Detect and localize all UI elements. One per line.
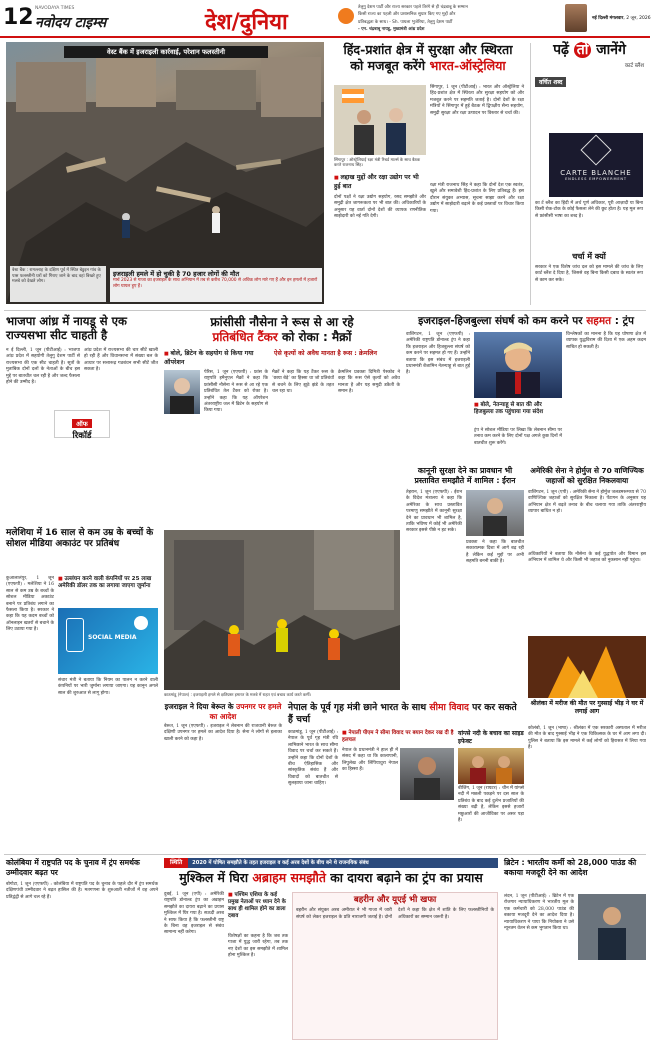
- bahrain-headline: बहरीन और यूएई भी खफा: [353, 895, 437, 905]
- rescue-illustration: [164, 530, 400, 690]
- promo-tag: वर्चित शब्द: [535, 77, 566, 87]
- indopacific-dateline: सिंगापुर, 1 जून (पीटीआई) : भारत और ऑस्ट्रेलिया ने हिंद-प्रशांत क्षेत्र में स्थिरता और सुरक्षा सहयोग को और मजबूत करने पर सहमति जताई है। दोनों देशों के रक्षा मंत्रियों ने सिंगापुर में हुई बैठक में द्विपक्षीय सैन्य सहयोग, समुद्री सुरक्षा और रक्षा उत्पादन पर विस्तार से चर्चा की।: [430, 85, 524, 116]
- social-media-image: [58, 608, 158, 674]
- navy-headline-2: [164, 331, 400, 344]
- rajyasabha-body: न ई दिल्ली, 1 जून (पीटीआई) : भाजपा आंध्र प्रदेश में सहयोगी तेलुगु देशम पार्टी से राज्यसभा की एक सीट चाहती है। सूत्रों के मुताबिक दोनों दलों के नेताओं के बीच इस मुद्दे पर बातचीत चल रही है और जल्द फैसला होने की उम्मीद है।: [6, 348, 80, 386]
- westbank-strap-headline: इजराइली हमले में हो चुकी है 70 हजार लोगों की मौत: [113, 270, 240, 278]
- iran-headline: कानूनी सुरक्षा देने का प्रावधान भी प्रस्तावित समझौते में शामिल : ईरान: [414, 466, 516, 485]
- israel-body3: विश्लेषकों का मानना है कि यह घोषणा क्षेत्र में व्यापक युद्धविराम की दिशा में एक अहम कदम साबित हो सकती है।: [566, 332, 646, 350]
- navy-subhead-2: ऐसे कृत्यों को अवैध मानता है रूस : क्रेमलिन: [274, 350, 377, 357]
- abraham-headline-c: का दायरा बढ़ाने का ट्रंप का प्रयास: [325, 870, 483, 885]
- nepal-headline: [288, 702, 524, 725]
- abraham-subhead: ■ पश्चिम एशिया के कई प्रमुख नेताओं पर ध्यान देने के साथ ही शामिल होने का डाला दबाव: [228, 892, 288, 932]
- rajyasabha-body2: आंध्र प्रदेश में राज्यसभा की चार सीटें खाली हो रही हैं और विधानसभा में संख्या बल के आधार पर सत्तारूढ़ गठबंधन सभी सीटें जीत सकता है।: [84, 348, 158, 373]
- usjob-headline: अमेरिकी सेना ने होर्मुज से 70 वाणिज्यिक जहाजों को सुरक्षित निकलवाया: [530, 466, 644, 485]
- abraham-body: दुबई, 1 जून (एपी) : अमेरिकी राष्ट्रपति डोनाल्ड ट्रंप का अब्राहम समझौते का दायरा बढ़ाने का प्रयास मुश्किल में घिर गया है। सऊदी अरब ने साफ किया है कि फलस्तीनी राष्ट्र के बिना वह इजराइल से संबंध सामान्य नहीं करेगा।: [164, 892, 224, 936]
- promo-body: का र्ट ब्लैंश का हिंदी में अर्थ पूर्ण अधिकार, पूरी आज़ादी या बिना किसी रोक-टोक के कोई फैसला लेने की छूट होता है। यह मूल रूप से फ्रांसीसी भाषा का शब्द है।: [535, 201, 643, 219]
- tibet-illustration: [458, 748, 524, 784]
- fire-illustration: [528, 636, 646, 698]
- trump-portrait: [474, 332, 562, 398]
- off-record-badge: [54, 410, 110, 441]
- malaysia-body: कुआलालंपुर, 1 जून (एएफपी) : मलेशिया ने 16 साल से कम उम्र के बच्चों के सोशल मीडिया अकाउंट बनाने पर प्रतिबंध लगाने का फैसला किया है। सरकार ने कहा कि यह कदम बच्चों को ऑनलाइन खतरों से बचाने के लिए उठाया गया है।: [6, 576, 54, 633]
- tibet-headline: यांग्त्से नदी के बचाव का साइड इफेक्ट: [458, 730, 524, 745]
- phone-icon: [66, 618, 84, 652]
- malaysia-headline: मलेशिया में 16 साल से कम उम्र के बच्चों के सोशल मीडिया अकाउंट पर प्रतिबंध: [6, 528, 154, 549]
- beirut-headline-a: इजराइल ने दिया बेरूत के: [164, 702, 237, 711]
- promo-box: [530, 43, 644, 305]
- israel-body2: ट्रंप ने सोशल मीडिया पर लिखा कि लेबनान सीमा पर तनाव कम करने के लिए दोनों पक्ष अगले कुछ दिनों में बातचीत शुरू करेंगे।: [474, 428, 562, 446]
- navy-body: पेरिस, 1 जून (एएफपी) : फ्रांस के राष्ट्रपति इमैनुएल मैक्रों ने कहा कि फ्रांसीसी नौसेना ने रूस से आ रहे एक प्रतिबंधित तेल टैंकर को रोका है। उन्होंने कहा कि यह ऑपरेशन अंतरराष्ट्रीय जल में ब्रिटेन के सहयोग से किया गया।: [204, 370, 268, 414]
- westbank-photo: [6, 42, 324, 304]
- uk-body: लंदन, 1 जून (पीटीआई) : ब्रिटेन में एक रोजगार न्यायाधिकरण ने भारतीय मूल के एक कर्मचारी को 28,000 पाउंड की बकाया मजदूरी देने का आदेश दिया है। न्यायाधिकरण ने पाया कि नियोक्ता ने उसे न्यूनतम वेतन से कम भुगतान किया था।: [504, 894, 574, 932]
- rajyasabha-story: [6, 314, 158, 524]
- ticker-photo: [565, 4, 587, 32]
- tibet-photo: [458, 748, 524, 784]
- navy-headline-2a: प्रतिबंधित टैंकर: [212, 329, 282, 344]
- ticker-line-2: किसी राज्य का पहली और प्रशासनिक सुधार किए गए मुद्दों और: [358, 12, 456, 18]
- usjob-body: वाशिंगटन, 1 जून (एपी) : अमेरिकी सेना ने होर्मुज जलडमरूमध्य से 70 वाणिज्यिक जहाजों को सुरक्षित निकाला है। पेंटागन के अनुसार यह अभियान क्षेत्र में बढ़ते तनाव के बीच चलाया गया ताकि अंतरराष्ट्रीय व्यापार बाधित न हो।: [528, 490, 646, 515]
- israel-headline-b: सहमत: [586, 315, 612, 327]
- promo-subtitle: कार्ट ब्लैंश: [624, 63, 644, 70]
- westbank-title-band: वेस्ट बैंक में इजराइली कार्रवाई, परेशान फलस्तीनी: [64, 46, 268, 58]
- off-record-top: ऑफ: [72, 419, 92, 428]
- divider-1: [4, 310, 646, 311]
- promo-image-icon: [580, 134, 611, 165]
- abraham-headline-b: अब्राहम समझौते: [252, 870, 326, 885]
- abraham-story: [164, 858, 498, 1040]
- nepal-subhead: ■ नेपाली पीएम ने सीमा विवाद पर बयान देकर रख दी है हलचल: [342, 730, 454, 746]
- date-day: मंगलवार: [609, 16, 624, 21]
- indopacific-body2: रक्षा मंत्री राजनाथ सिंह ने कहा कि दोनों देश एक स्वतंत्र, खुले और समावेशी हिंद-प्रशांत के लिए प्रतिबद्ध हैं। इस दौरान संयुक्त अभ्यास, सूचना साझा करने और रक्षा उद्योग में साझेदारी बढ़ाने के कई प्रस्तावों पर विचार किया गया।: [430, 183, 524, 214]
- iran-body2: प्रवक्ता ने कहा कि बातचीत सकारात्मक दिशा में आगे बढ़ रही है लेकिन कई मुद्दों पर अभी सहमति बननी बाकी है।: [466, 540, 524, 565]
- trump-photo: [474, 332, 562, 398]
- nepal-story: [288, 702, 524, 850]
- israel-story: [406, 316, 646, 466]
- beirut-headline: [164, 702, 282, 721]
- indopacific-headline-2a: को मजबूत करेंगे: [350, 57, 430, 73]
- uk-story: [504, 858, 646, 1040]
- malaysia-subhead: ■ उल्लंघन करने वाली कंपनियों पर 25 लाख अमेरिकी डॉलर तक का लगाया जाएगा जुर्माना: [58, 576, 158, 606]
- indopacific-headline-1: हिंद-प्रशांत क्षेत्र में सुरक्षा और स्थिरता: [343, 42, 513, 57]
- navy-body3: क्रेमलिन प्रवक्ता दिमित्री पेस्कोव ने कहा कि रूस ऐसे कृत्यों को अवैध मानता है और यह समुद्री डकैती के समान है।: [338, 370, 400, 395]
- promo-image: [549, 133, 643, 197]
- indopacific-body3: दोनों पक्षों ने रक्षा उद्योग सहयोग, रसद समझौते और समुद्री क्षेत्र जागरूकता पर भी बात की। अधिकारियों के अनुसार यह वार्ता दोनों देशों की व्यापक रणनीतिक साझेदारी को नई गति देगी।: [334, 195, 426, 220]
- macron-portrait: [164, 370, 200, 414]
- promo-image-sub: ENDLESS EMPOWERMENT: [565, 177, 627, 181]
- lanka-caption: श्रीलंका में मरीज की मौत पर गुस्साई भीड़ ने घर में लगाई आग: [530, 700, 644, 715]
- bahrain-body: बहरीन और संयुक्त अरब अमीरात ने भी गाजा में जारी संघर्ष को लेकर इजराइल के प्रति नाराजगी जताई है। दोनों देशों ने कहा कि क्षेत्र में शांति के लिए फलस्तीनियों के अधिकारों का सम्मान जरूरी है।: [296, 908, 494, 920]
- navy-headline-1: फ्रांसीसी नौसेना ने रूस से आ रहे: [210, 315, 354, 329]
- macron-photo: [164, 370, 200, 414]
- colombia-headline: कोलंबिया में राष्ट्रपति पद के चुनाव में ट्रंप समर्थक उम्मीदवार बढ़त पर: [6, 858, 140, 877]
- indopacific-photo-caption: सिंगापुर : ऑस्ट्रेलियाई रक्षा मंत्री रिचर्ड मार्ल्स के साथ बैठक करते राजनाथ सिंह।: [334, 157, 420, 168]
- iran-photo: [466, 490, 524, 536]
- lanka-body: कोलंबो, 1 जून (भाषा) : श्रीलंका में एक सरकारी अस्पताल में मरीज की मौत के बाद गुस्साई भीड़ ने एक चिकित्सक के घर में आग लगा दी। पुलिस ने बताया कि इस मामले में कई लोगों को हिरासत में लिया गया है।: [528, 726, 646, 751]
- rescue-photo: [164, 530, 400, 690]
- israel-subhead: ■ बोले, नेतन्याहू से बात की और हिजबुल्ला तक पहुंचाया गया संदेश: [474, 402, 562, 426]
- promo-image-title: CARTE BLANCHE: [560, 169, 632, 177]
- leaders-illustration: [334, 85, 426, 155]
- indopacific-photo: [334, 85, 426, 155]
- uk-photo: [578, 894, 646, 960]
- dateline: नई दिल्ली मंगलवार, 2 जून, 2026: [592, 16, 651, 21]
- iran-portrait: [466, 490, 524, 536]
- iran-story: [406, 466, 524, 636]
- nepal-headline-a: नेपाल के पूर्व गृह मंत्री छाने भारत के साथ: [288, 702, 430, 713]
- uk-illustration: [578, 894, 646, 960]
- abraham-body2: विशेषज्ञों का कहना है कि जब तक गाजा में युद्ध जारी रहेगा, तब तक नए देशों का इस समझौते में शामिल होना मुश्किल है।: [228, 934, 288, 959]
- abraham-band-label: स्थिति: [164, 858, 188, 868]
- beirut-story: [164, 702, 282, 850]
- uk-headline: ब्रिटेन : भारतीय कर्मी को 28,000 पाउंड की बकाया मजदूरी देने का आदेश: [504, 858, 637, 877]
- israel-headline: [406, 316, 646, 327]
- usjob-story: [528, 466, 646, 636]
- navy-body2: मैक्रों ने कहा कि यह टैंकर रूस के ‘छाया बेड़े’ का हिस्सा था जो प्रतिबंधों से बचने के लिए झूठे झंडे के तहत चल रहा था।: [272, 370, 334, 395]
- ticker-line-1: तेलुगु देशम पार्टी और राज्य सरकार पहले तिरंगे से ही चंद्रबाबू के सम्मान: [358, 5, 468, 10]
- promo-title-c: जानेंगे: [591, 42, 626, 58]
- promo-title: [535, 43, 644, 58]
- social-media-label: SOCIAL MEDIA: [88, 634, 137, 641]
- nepal-photo: [400, 748, 454, 800]
- nepal-headline-c: पर कर सकते हैं चर्चा: [288, 702, 517, 725]
- paper-tag: NAVODAYA TIMES: [35, 6, 75, 11]
- navy-story: [164, 316, 400, 526]
- indopacific-headline-2: [330, 59, 526, 73]
- malaysia-body2: संचार मंत्री ने बताया कि नियम का पालन न करने वाली कंपनियों पर भारी जुर्माना लगाया जाएगा। यह कानून अगले साल की शुरुआत से लागू होगा।: [58, 678, 158, 696]
- israel-dateline: वाशिंगटन, 1 जून (एएफपी) : अमेरिकी राष्ट्रपति डोनाल्ड ट्रंप ने कहा कि इजराइल और हिजबुल्ला संघर्ष को कम करने पर सहमत हो गए हैं। उन्होंने बताया कि इस संबंध में इजराइली प्रधानमंत्री बेंजामिन नेतन्याहू से बात हुई है।: [406, 332, 470, 376]
- nepal-portrait: [400, 748, 454, 800]
- promo-title-a: पढ़ें: [553, 42, 574, 58]
- promo-title-b: तो: [574, 42, 592, 58]
- colombia-body: बोगोटा, 1 जून (एएफपी) : कोलंबिया में राष्ट्रपति पद के चुनाव के पहले दौर में ट्रंप समर्थक दक्षिणपंथी उम्मीदवार ने बढ़त हासिल की है। मतगणना के शुरुआती नतीजों में वह अपने प्रतिद्वंद्वी से आगे चल रहे हैं।: [6, 882, 158, 900]
- indopacific-headline-2b: भारत-ऑस्ट्रेलिया: [429, 57, 506, 73]
- westbank-strap-body: मार्च 2023 से गाजा का इजराइल के साथ अभियान में तब से करीब 70,000 से अधिक लोग मारे गए हैं और इन हमलों में हजारों लोग घायल हुए हैं।: [113, 278, 318, 289]
- westbank-strap: [110, 268, 322, 302]
- abraham-headline: [164, 871, 498, 889]
- indopacific-story: [330, 43, 526, 305]
- section-title: देश/दुनिया: [205, 10, 288, 35]
- date-text: 2 जून, 2026: [626, 16, 651, 21]
- ticker-line-3: प्रतिबद्धता के साथ। - Sh. पायला भुजेरिया, तेलुगु देशम पार्टी: [358, 19, 453, 25]
- israel-headline-a: इजराइल-हिजबुल्ला संघर्ष को कम करने पर: [418, 315, 587, 327]
- indopacific-subhead: ■ लद्दाख मुद्दों और रक्षा उद्योग पर भी हुई बात: [334, 174, 426, 192]
- rescue-photo-caption: काठमांडू (नेपाल) : इजराइली हमले से क्षतिग्रस्त इमारत के मलबे में राहत एवं बचाव कार्य करते कर्मी।: [164, 692, 312, 697]
- masthead-logo: [338, 8, 354, 24]
- date-city: नई दिल्ली: [592, 16, 609, 21]
- abraham-band: [164, 858, 498, 868]
- usjob-body2: अधिकारियों ने बताया कि नौसेना के कई युद्धपोत और विमान इस अभियान में शामिल थे और किसी भी जहाज को नुकसान नहीं पहुंचा।: [528, 552, 646, 564]
- network-icon: [134, 616, 148, 630]
- navy-subhead-1: ■ बोले, ब्रिटेन के सहयोग से किया गया ऑपरेशन: [164, 350, 268, 366]
- westbank-photo-caption: वेस्ट बैंक : रामल्लाह के दक्षिण पूर्व में स्थित बेडुइन गांव के पास फलस्तीनी घरों को गिराए जाने के बाद वहां बिखरे हुए मलबे को देखते लोग।: [10, 266, 106, 302]
- paper-name: नवोदय टाइम्स: [35, 15, 107, 31]
- tibet-box: [458, 730, 524, 850]
- promo-section-head: चर्चा में क्यों: [572, 252, 606, 261]
- navy-headline-2b: को रोका : मैक्रों: [281, 329, 352, 344]
- rubble-illustration: [6, 42, 324, 304]
- ticker-line-4: - एन. चंद्रबाबू नायडू, मुख्यमंत्री आंध्र प्रदेश: [358, 27, 425, 33]
- rajyasabha-headline: भाजपा आंध्र में नायडू से एक राज्यसभा सीट चाहती है: [6, 314, 127, 342]
- lanka-story: [528, 636, 646, 754]
- promo-section-body: सरकार ने एक विशेष जांच दल को इस मामले की जांच के लिए कार्ट ब्लैंश दे दिया है, जिससे वह बिना किसी दबाव के स्वतंत्र रूप से काम कर सके।: [535, 265, 643, 283]
- tibet-body: बीजिंग, 1 जून (रायटर) : चीन में यांग्त्से नदी में मछली पकड़ने पर दस साल के प्रतिबंध के बाद कई दुर्लभ प्रजातियों की संख्या बढ़ी है, लेकिन इससे हजारों मछुआरों की आजीविका पर असर पड़ा है।: [458, 786, 524, 824]
- lanka-photo: [528, 636, 646, 698]
- iran-body: तेहरान, 1 जून (एएफपी) : ईरान के विदेश मंत्रालय ने कहा कि अमेरिका के साथ प्रस्तावित परमाणु समझौते में कानूनी सुरक्षा देने का प्रावधान भी शामिल है, ताकि भविष्य में कोई भी अमेरिकी सरकार इससे पीछे न हट सके।: [406, 490, 462, 534]
- off-record-bottom: रिकॉर्ड: [72, 431, 92, 441]
- masthead: [0, 0, 650, 38]
- ticker: [358, 4, 563, 36]
- page-number: 12: [3, 5, 34, 30]
- abraham-headline-a: मुश्किल में घिरा: [179, 870, 253, 885]
- colombia-story: [6, 858, 158, 1040]
- beirut-body: बेरूत, 1 जून (एएफपी) : इजराइल ने लेबनान की राजधानी बेरूत के दक्षिणी उपनगर पर हमले का आदेश दिया है। सेना ने लोगों से इलाका खाली करने को कहा है।: [164, 724, 282, 742]
- nepal-body2: नेपाल के प्रधानमंत्री ने हाल ही में संसद में कहा था कि कालापानी, लिपुलेख और लिंपियाधुरा नेपाल का हिस्सा हैं।: [342, 748, 398, 773]
- divider-2: [4, 854, 646, 855]
- malaysia-story: [6, 528, 158, 850]
- abraham-band-text: 2020 में घोषित समझौते के तहत इजराइल व कई अरब देशों के बीच बने थे राजनयिक संबंध: [188, 858, 498, 868]
- beirut-headline-b: उपनगर पर हमले का आदेश: [209, 702, 282, 721]
- nepal-body: काठमांडू, 1 जून (पीटीआई) : नेपाल के पूर्व गृह मंत्री रवि लामिछाने भारत के साथ सीमा विवाद पर चर्चा कर सकते हैं। उन्होंने कहा कि दोनों देशों के बीच ऐतिहासिक और सांस्कृतिक संबंध हैं और विवादों को बातचीत से सुलझाया जाना चाहिए।: [288, 730, 338, 787]
- bahrain-box: [292, 892, 498, 1040]
- israel-headline-c: : ट्रंप: [611, 315, 634, 327]
- nepal-headline-b: सीमा विवाद: [429, 702, 469, 713]
